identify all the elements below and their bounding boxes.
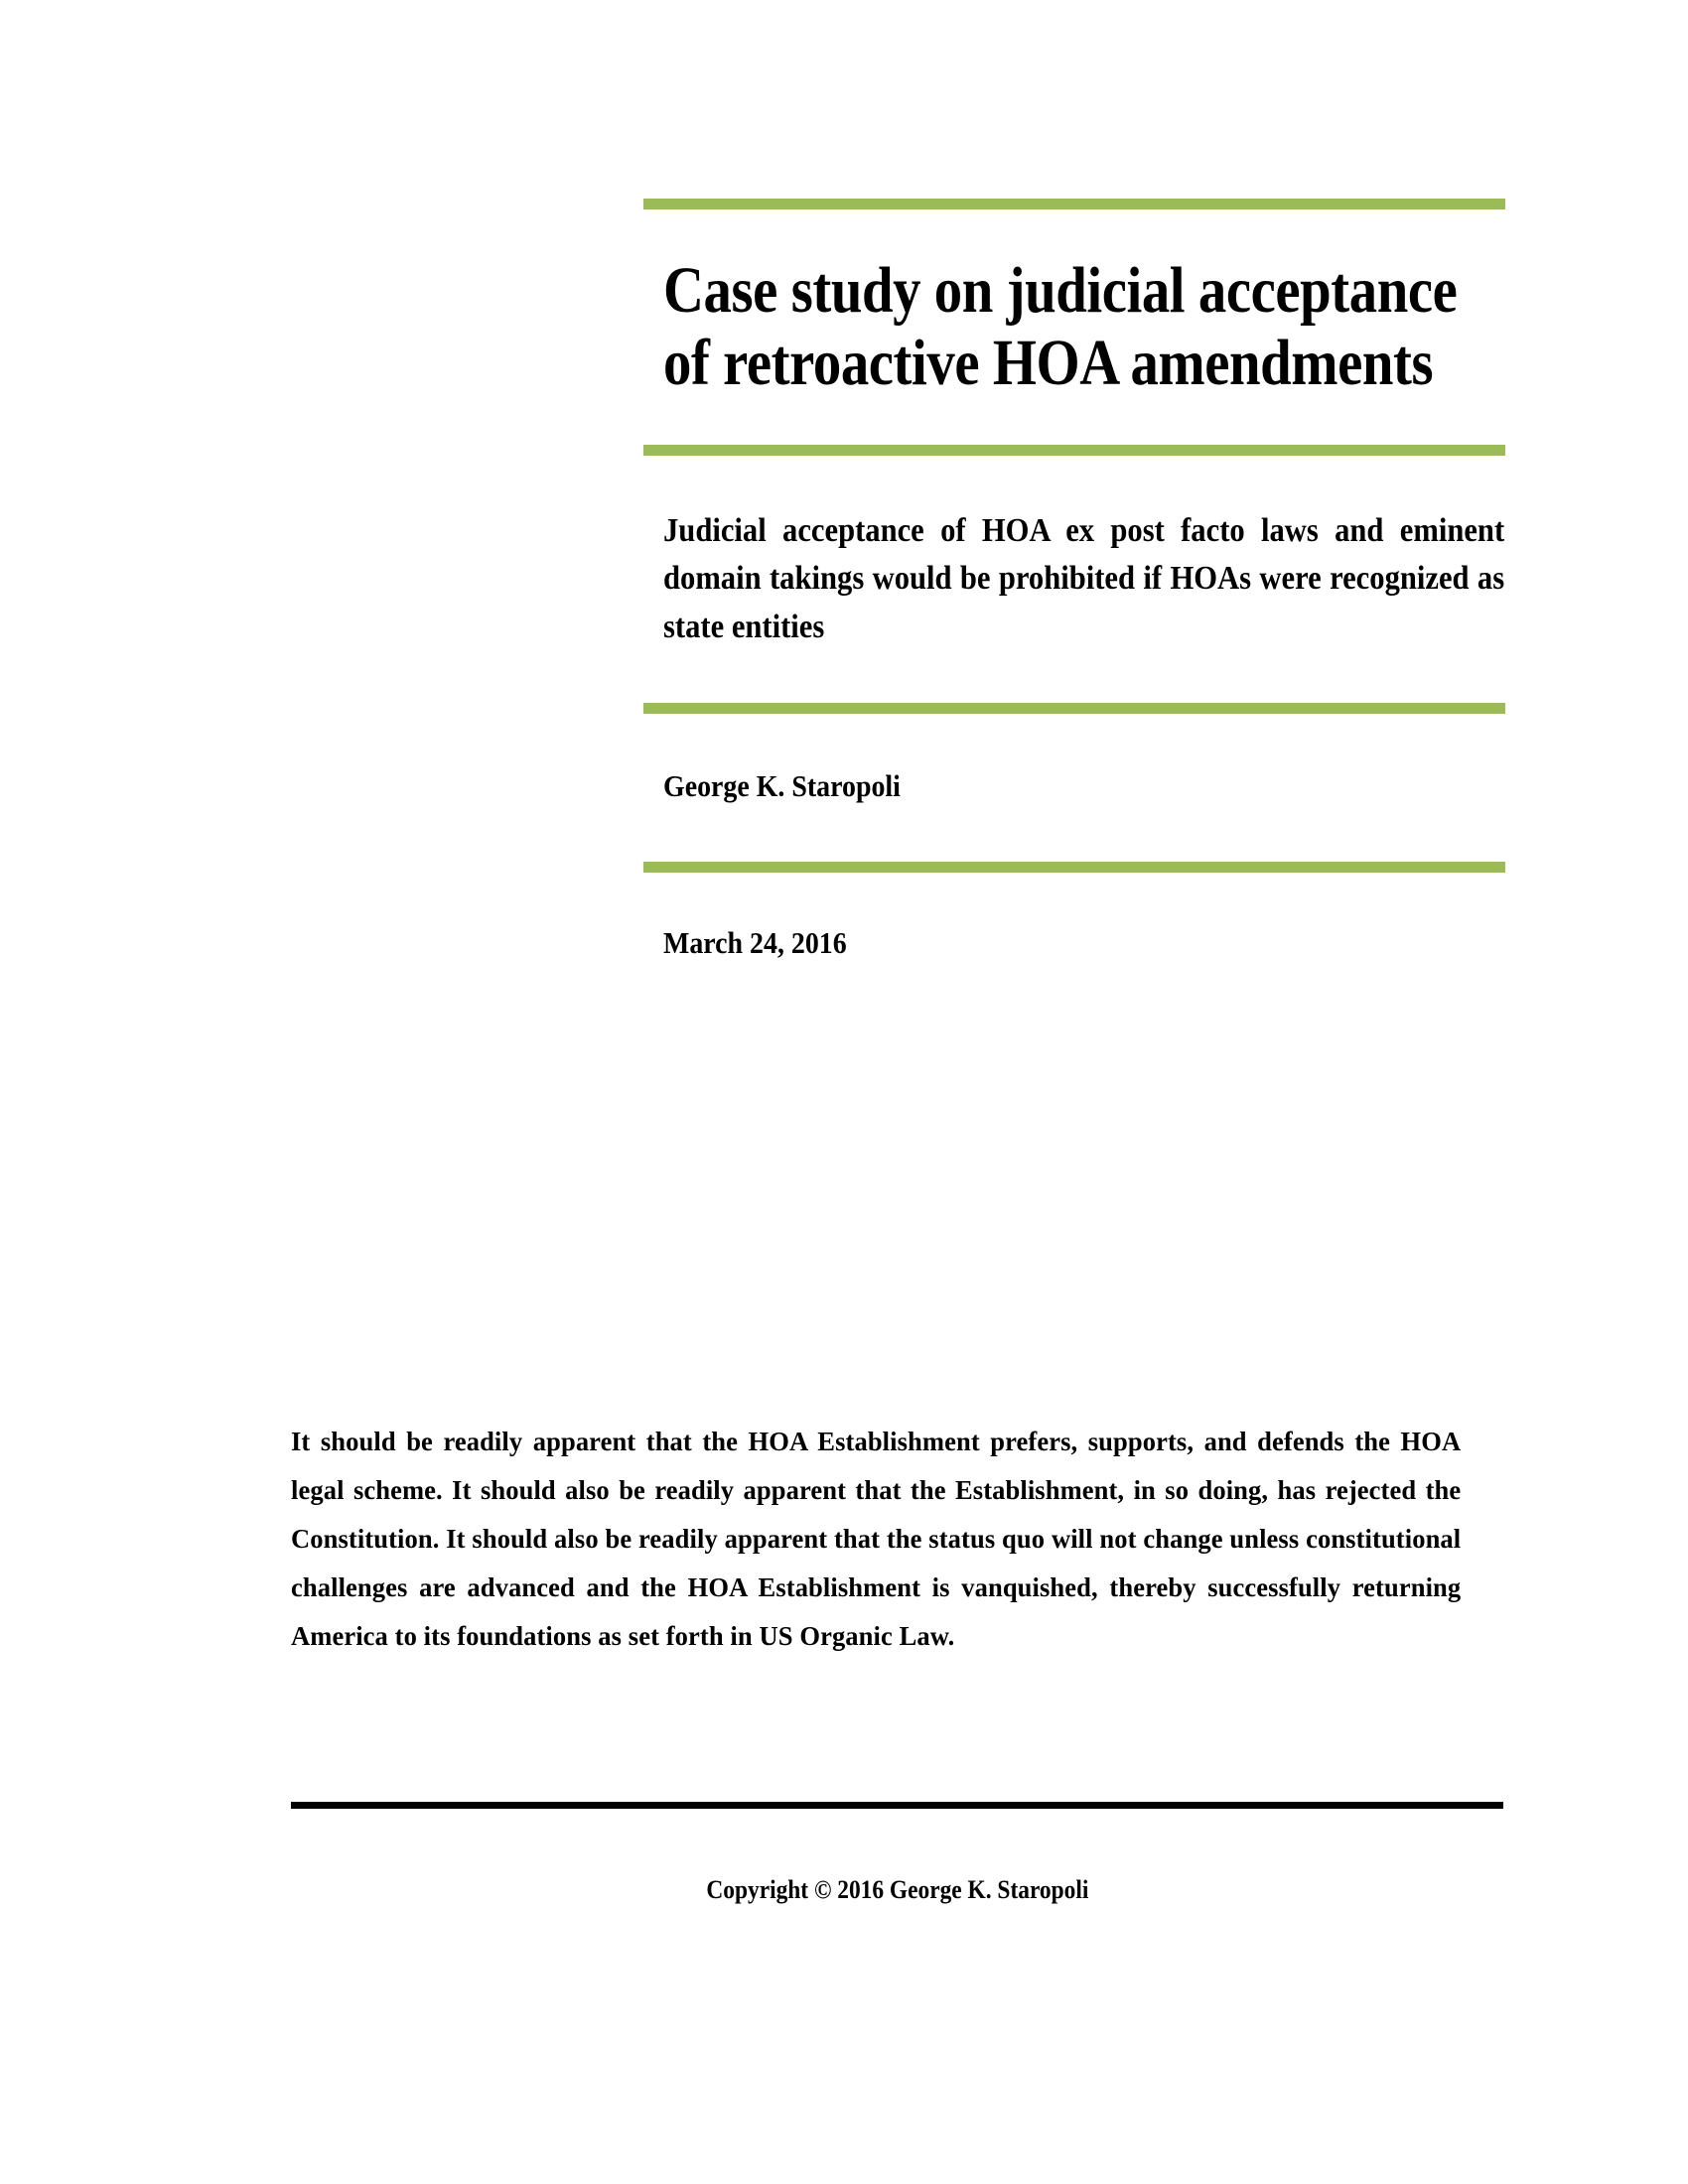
green-rule-after-author — [643, 862, 1505, 873]
document-author: George K. Staropoli — [663, 767, 901, 803]
footer-divider — [291, 1802, 1503, 1809]
green-rule-after-title — [643, 445, 1505, 456]
abstract-paragraph: It should be readily apparent that the HOA Establishment prefers, supports, and defends the HOA legal scheme. It should also be readily apparent that the Establishment, in so doing, has rejected the Constitution. It should also be readily apparent that the status quo will not change unless constitutional challenges are advanced and the HOA Establishment is vanquished, thereby successfully returning America to its foundations as set forth in US Organic Law. — [291, 1426, 1462, 1651]
cover-title-section — [643, 209, 1505, 445]
page-title: Case study on judicial acceptance of retroactive HOA amendments — [663, 254, 1458, 399]
document-date: March 24, 2016 — [663, 925, 847, 961]
copyright-text: Copyright © 2016 George K. Staropoli — [706, 1875, 1088, 1904]
green-rule-after-subtitle — [643, 703, 1505, 714]
cover-author-section — [643, 714, 1505, 862]
cover-date-section — [643, 873, 1505, 961]
green-rule-top — [643, 199, 1505, 209]
cover-block — [643, 199, 1505, 961]
document-subtitle: Judicial acceptance of HOA ex post facto laws and eminent domain takings would be prohibited if HOAs were recognized as state entities — [663, 512, 1505, 645]
copyright-notice — [291, 1874, 1503, 1905]
cover-subtitle-section — [643, 456, 1505, 703]
